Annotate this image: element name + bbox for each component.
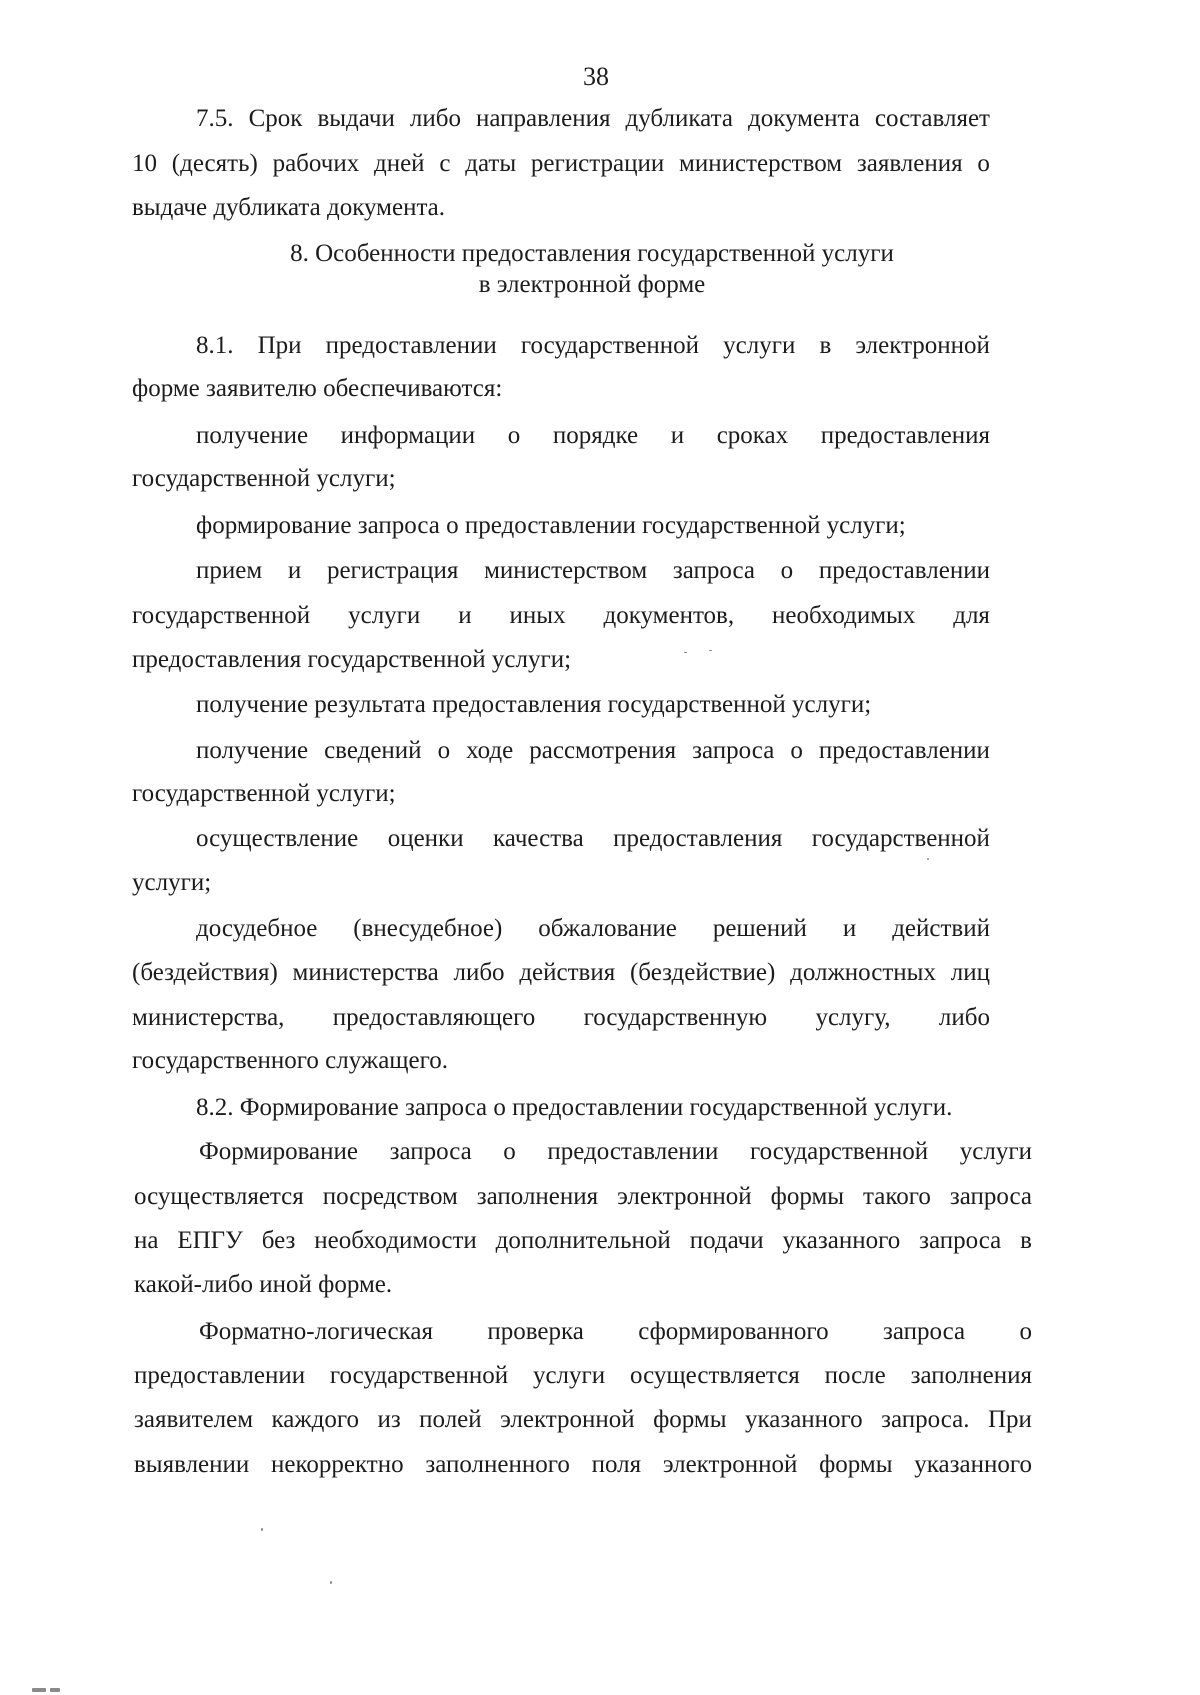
word: о — [503, 1138, 516, 1165]
word: без — [261, 1227, 296, 1254]
scan-speck — [330, 1581, 332, 1584]
word: Срок — [248, 105, 303, 132]
word: должностных — [790, 959, 936, 986]
word: полей — [419, 1406, 482, 1433]
word: электронной — [662, 1451, 798, 1478]
word: запроса — [692, 737, 775, 764]
word: дубликата — [625, 105, 733, 132]
word: предоставлении — [818, 737, 990, 764]
word: обжалование — [538, 915, 677, 942]
word: сформированного — [638, 1318, 829, 1345]
word: (десять) — [171, 150, 258, 177]
word: При — [987, 1406, 1032, 1433]
word: о — [1019, 1318, 1032, 1345]
paragraph-7-5-line-1 — [196, 104, 990, 134]
word: на — [134, 1227, 159, 1254]
list-item-5-line-2: государственной услуги; — [132, 780, 396, 807]
word: запроса — [882, 1318, 966, 1345]
word: в — [819, 332, 832, 359]
word: Форматно-логическая — [199, 1318, 433, 1345]
list-item-3-line-1 — [196, 556, 990, 586]
word: иных — [509, 602, 566, 629]
word: предоставлении — [547, 1138, 719, 1165]
list-item-3-line-3: предоставления государственной услуги; — [132, 646, 572, 673]
list-item-2: формирование запроса о предоставлении государственной услуги; — [196, 512, 906, 539]
word: предоставляющего — [332, 1004, 536, 1031]
paragraph-8-2-a-line-1 — [199, 1137, 1032, 1167]
list-item-5-line-1 — [196, 736, 990, 766]
paragraph-8-1-line-1 — [196, 331, 990, 361]
word: запроса. — [881, 1406, 970, 1433]
paragraph-8-2-a-line-4: какой-либо иной форме. — [134, 1271, 393, 1298]
word: министерством — [484, 557, 648, 584]
list-item-6-line-2: услуги; — [132, 869, 212, 896]
word: о — [507, 422, 521, 449]
word: ЕПГУ — [177, 1227, 243, 1254]
word: предоставлении — [134, 1362, 306, 1389]
word: каждого — [271, 1406, 360, 1433]
word: необходимости — [314, 1227, 477, 1254]
list-item-7-line-1 — [196, 914, 990, 944]
paragraph-8-2-b-line-2 — [134, 1361, 1032, 1391]
word: заявления — [856, 150, 963, 177]
word: ходе — [466, 737, 514, 764]
list-item-6-line-1 — [196, 824, 990, 854]
word: направления — [476, 105, 611, 132]
word: формы — [653, 1406, 727, 1433]
paragraph-8-2-b-line-1 — [199, 1317, 1032, 1347]
word: документа — [747, 105, 860, 132]
word: государственной — [811, 825, 990, 852]
word: услуги — [348, 602, 421, 629]
word: сведений — [324, 737, 422, 764]
word: составляет — [874, 105, 990, 132]
scan-speck — [50, 1688, 60, 1692]
word: электронной — [617, 1183, 752, 1210]
word: выдачи — [317, 105, 395, 132]
word: и — [670, 422, 685, 449]
paragraph-8-1-line-2: форме заявителю обеспечиваются: — [132, 375, 503, 402]
paragraph-7-5-line-2 — [132, 149, 990, 179]
word: получение — [196, 422, 309, 449]
word: государственной — [520, 332, 700, 359]
word: (внесудебное) — [353, 915, 503, 942]
word: и — [458, 602, 472, 629]
word: о — [780, 557, 794, 584]
word: услуги — [959, 1138, 1032, 1165]
list-item-4: получение результата предоставления государственной услуги; — [196, 691, 872, 718]
section-heading-line-1: 8. Особенности предоставления государственной услуги — [290, 240, 894, 267]
word: документов, — [603, 602, 735, 629]
word: порядке — [552, 422, 639, 449]
word: дополнительной — [495, 1227, 671, 1254]
word: либо — [453, 959, 505, 986]
word: регистрация — [326, 557, 459, 584]
word: предоставления — [820, 422, 990, 449]
word: о — [790, 737, 803, 764]
word: для — [953, 602, 990, 629]
word: предоставлении — [818, 557, 990, 584]
word: предоставления — [613, 825, 783, 852]
word: рассмотрения — [529, 737, 677, 764]
word: 7.5. — [196, 105, 234, 132]
word: министерства, — [132, 1004, 285, 1031]
word: осуществляется — [629, 1362, 800, 1389]
word: рабочих — [272, 150, 360, 177]
word: поля — [591, 1451, 642, 1478]
word: оценки — [387, 825, 464, 852]
word: осуществляется — [134, 1183, 304, 1210]
word: решений — [712, 915, 807, 942]
word: формы — [819, 1451, 893, 1478]
scan-speck — [32, 1688, 46, 1692]
list-item-3-line-2 — [132, 601, 990, 631]
paragraph-8-2-heading: 8.2. Формирование запроса о предоставлении государственной услуги. — [196, 1094, 953, 1121]
word: дней — [373, 150, 425, 177]
list-item-7-line-4: государственного служащего. — [132, 1047, 449, 1074]
scan-speck — [927, 858, 929, 860]
scan-speck — [709, 650, 712, 651]
word: информации — [340, 422, 476, 449]
word: государственной — [132, 602, 311, 629]
word: подачи — [689, 1227, 764, 1254]
word: из — [377, 1406, 401, 1433]
word: некорректно — [271, 1451, 404, 1478]
word: При — [257, 332, 302, 359]
word: регистрации — [530, 150, 665, 177]
paragraph-8-2-b-line-3 — [134, 1405, 1032, 1435]
section-heading-line-2: в электронной форме — [478, 271, 706, 298]
paragraph-8-2-a-line-3 — [134, 1226, 1032, 1256]
word: даты — [465, 150, 517, 177]
word: заявителем — [134, 1406, 254, 1433]
word: государственную — [583, 1004, 768, 1031]
word: электронной — [500, 1406, 635, 1433]
word: прием — [196, 557, 263, 584]
word: предоставлении — [325, 332, 497, 359]
word: после — [824, 1362, 886, 1389]
word: необходимых — [772, 602, 916, 629]
list-item-7-line-3 — [132, 1003, 990, 1033]
word: формы — [770, 1183, 845, 1210]
word: государственной — [329, 1362, 509, 1389]
word: указанного — [782, 1227, 901, 1254]
paragraph-8-2-a-line-2 — [134, 1182, 1032, 1212]
paragraph-8-2-b-line-4 — [134, 1450, 1032, 1480]
word: запроса — [919, 1227, 1002, 1254]
word: проверка — [487, 1318, 584, 1345]
word: о — [977, 150, 990, 177]
word: сроках — [716, 422, 789, 449]
word: услуги — [723, 332, 796, 359]
word: заполненного — [425, 1451, 570, 1478]
word: заполнения — [476, 1183, 599, 1210]
word: услугу, — [815, 1004, 891, 1031]
word: государственной — [750, 1138, 929, 1165]
word: электронной — [855, 332, 990, 359]
word: указанного — [914, 1451, 1032, 1478]
word: и — [287, 557, 302, 584]
word: министерства — [292, 959, 439, 986]
word: действий — [892, 915, 990, 942]
word: осуществление — [196, 825, 359, 852]
word: либо — [938, 1004, 990, 1031]
word: получение — [196, 737, 309, 764]
paragraph-7-5-line-3: выдаче дубликата документа. — [132, 194, 446, 221]
word: и — [842, 915, 857, 942]
word: качества — [492, 825, 584, 852]
word: запроса — [672, 557, 755, 584]
word: заполнения — [910, 1362, 1032, 1389]
scan-speck — [261, 1528, 263, 1531]
word: посредством — [322, 1183, 458, 1210]
word: (бездействие) — [629, 959, 776, 986]
list-item-1-line-1 — [196, 421, 990, 451]
word: досудебное — [196, 915, 318, 942]
word: в — [1020, 1227, 1032, 1254]
word: министерством — [679, 150, 843, 177]
word: запроса — [389, 1138, 472, 1165]
word: Формирование — [199, 1138, 358, 1165]
word: о — [437, 737, 451, 764]
word: услуги — [532, 1362, 606, 1389]
word: лиц — [950, 959, 990, 986]
scan-speck — [684, 652, 687, 653]
word: действия — [519, 959, 616, 986]
word: запроса — [949, 1183, 1032, 1210]
word: 8.1. — [196, 332, 234, 359]
word: с — [439, 150, 451, 177]
word: выявлении — [134, 1451, 250, 1478]
word: такого — [863, 1183, 931, 1210]
word: либо — [409, 105, 461, 132]
list-item-1-line-2: государственной услуги; — [132, 465, 396, 492]
word: 10 — [132, 150, 157, 177]
word: (бездействия) — [132, 959, 278, 986]
page-number: 38 — [583, 62, 609, 91]
word: указанного — [744, 1406, 863, 1433]
list-item-7-line-2 — [132, 958, 990, 988]
